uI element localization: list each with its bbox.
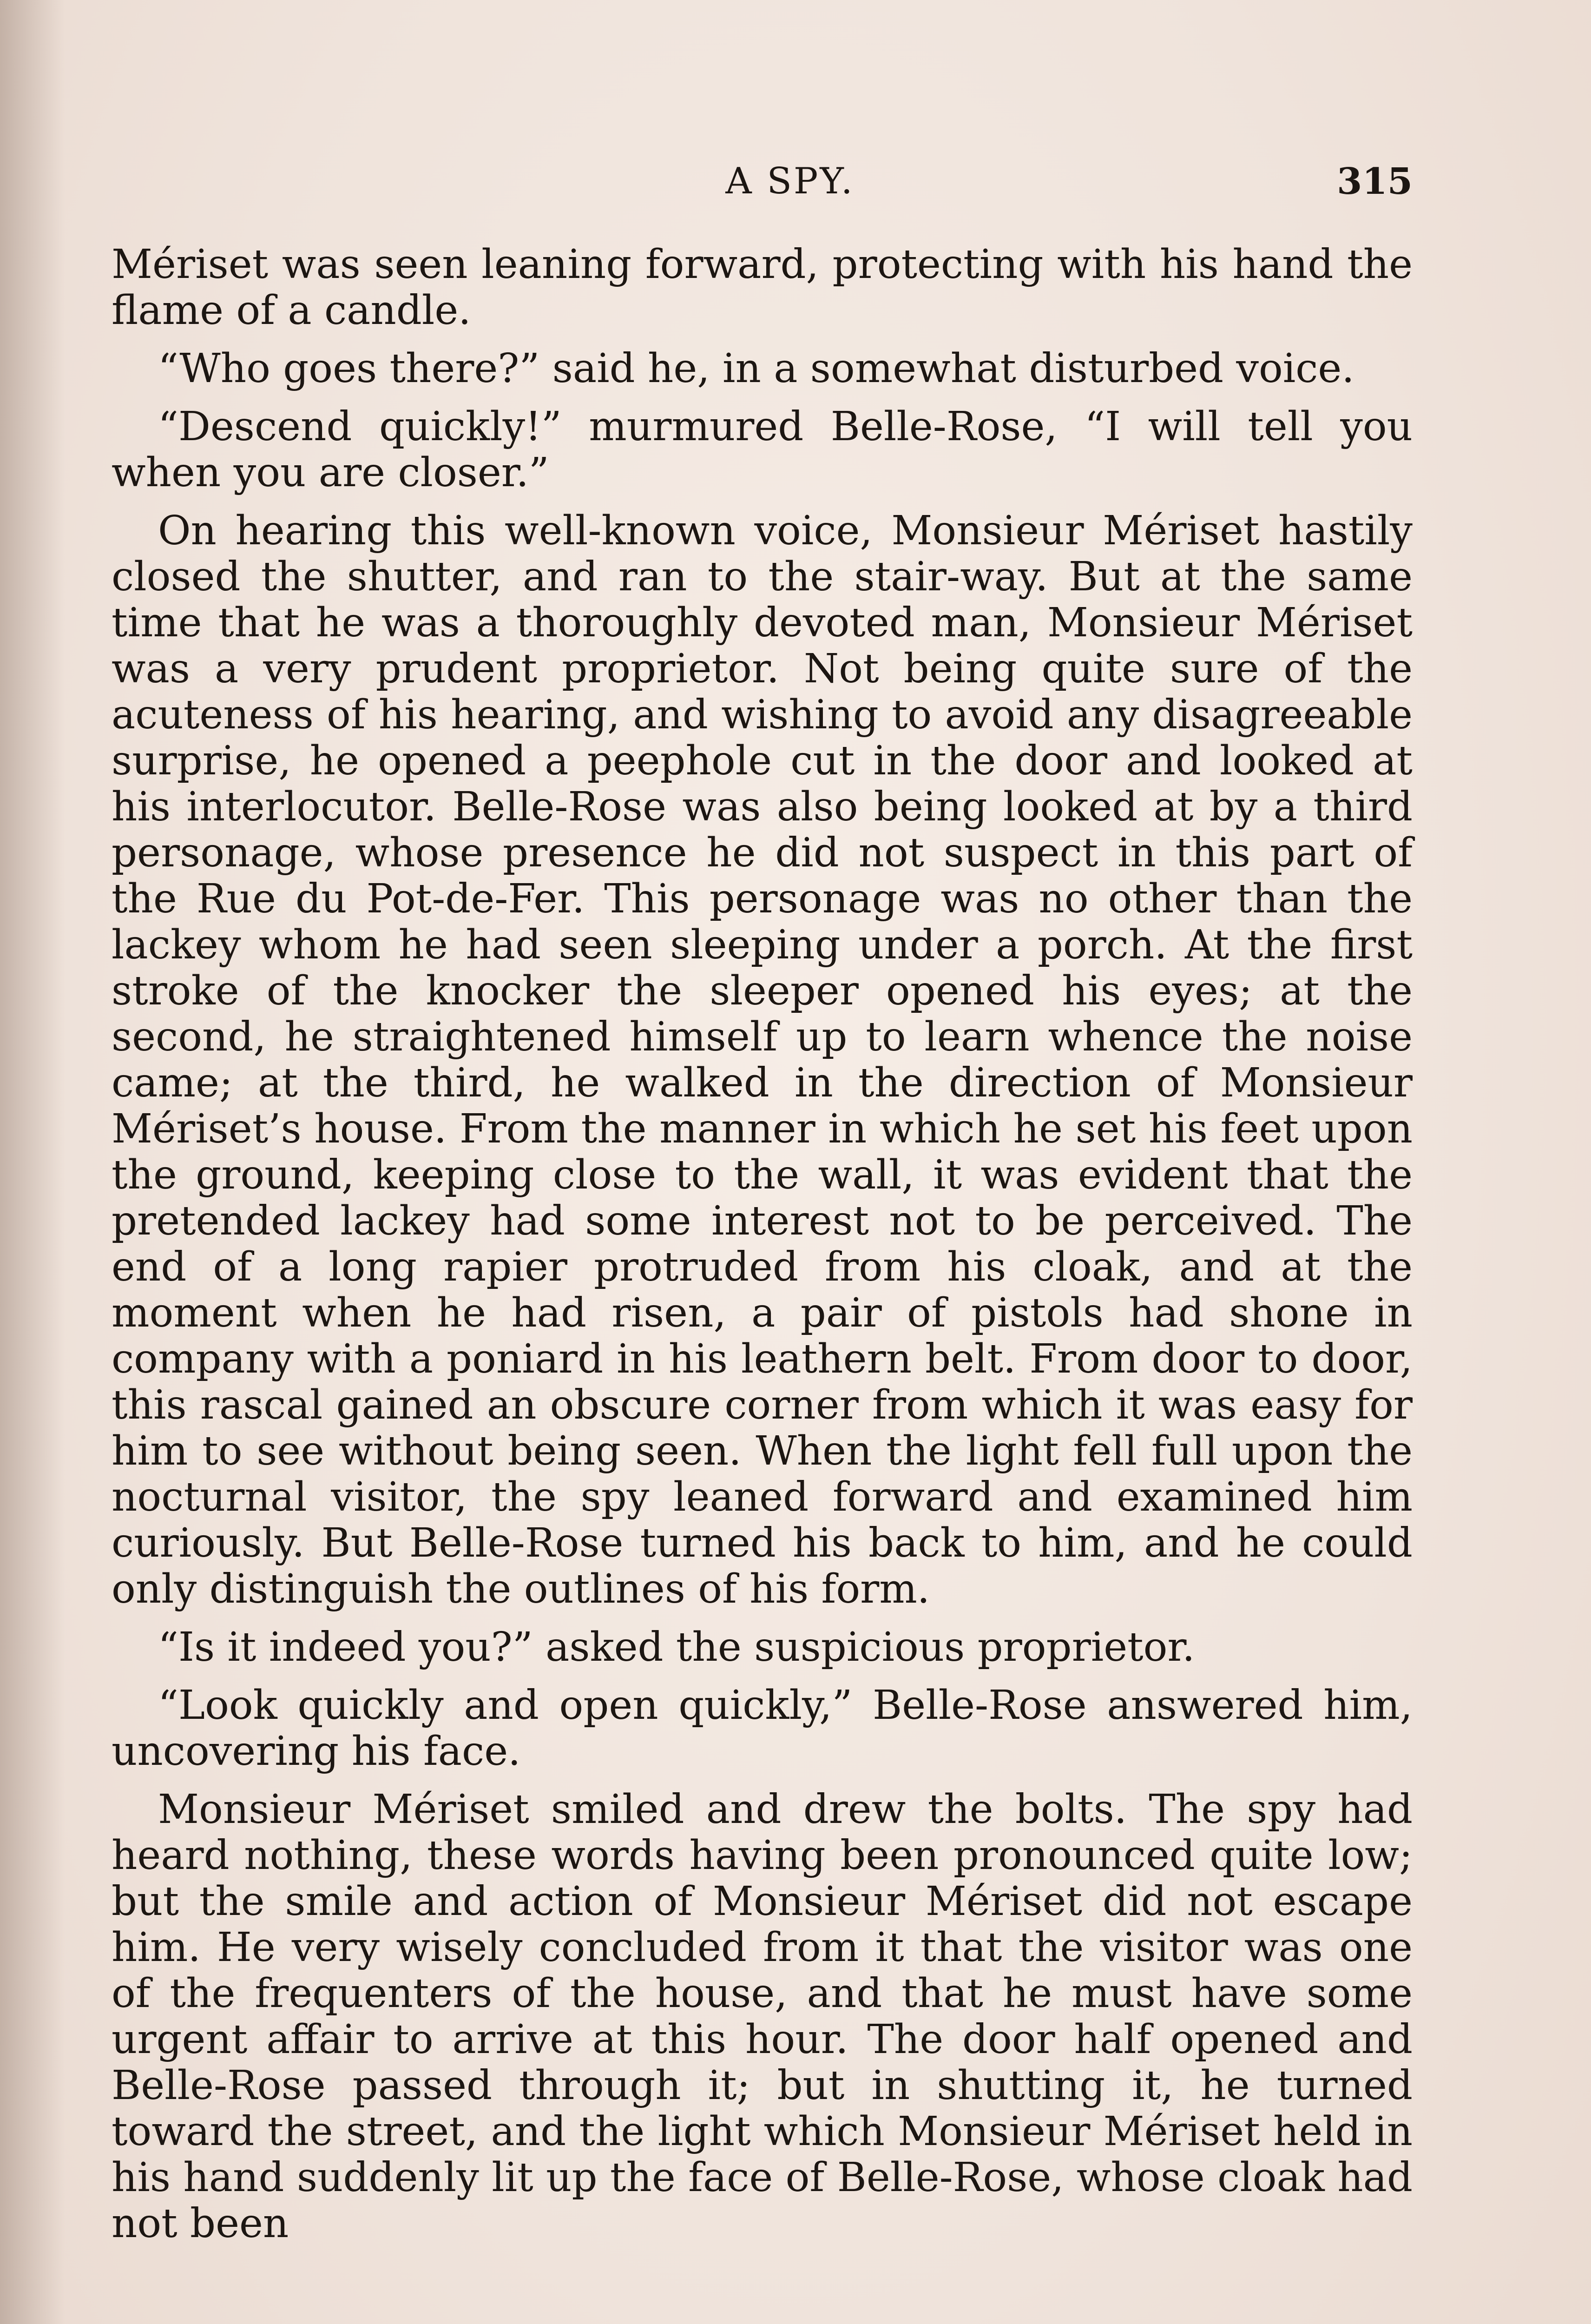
paragraph-4: On hearing this well-known voice, Monsieur Mériset hastily closed the shutter, and ran to the stair-way. But at the same time that he was a thoroughly devoted man, Monsieur Mériset was a very prudent proprietor. Not being quite sure of the acuteness of his hearing, and wishing to avoid any disagreeable surprise, he opened a peephole cut in the door and looked at his interlocutor. Belle-Rose was also being looked at by a third personage, whose presence he did not suspect in this part of the Rue du Pot-de-Fer. This personage was no other than the lackey whom he had seen sleeping under a porch. At the first stroke of the knocker the sleeper opened his eyes; at the second, he straightened himself up to learn whence the noise came; at the third, he walked in the direction of Monsieur Mériset’s house. From the manner in which he set his feet upon the ground, keeping close to the wall, it was evident that the pretended lackey had some interest not to be perceived. The end of a long rapier protruded from his cloak, and at the moment when he had risen, a pair of pistols had shone in company with a poniard in his leathern belt. From door to door, this rascal gained an obscure corner from which it was easy for him to see without being seen. When the light fell full upon the nocturnal visitor, the spy leaned forward and examined him curiously. But Belle-Rose turned his back to him, and he could only distinguish the outlines of his form. <box>112 508 1413 1612</box>
paragraph-3: “Descend quickly!” murmured Belle-Rose, “I will tell you when you are closer.” <box>112 403 1413 496</box>
paragraph-1: Mériset was seen leaning forward, protecting with his hand the flame of a candle. <box>112 241 1413 334</box>
running-header <box>112 160 1413 211</box>
paragraph-6: “Look quickly and open quickly,” Belle-Rose answered him, uncovering his face. <box>112 1682 1413 1775</box>
chapter-title: A SPY. <box>725 160 855 202</box>
paragraph-2: “Who goes there?” said he, in a somewhat disturbed voice. <box>158 345 1354 392</box>
binding-shadow <box>0 0 65 2324</box>
page-number: 315 <box>1337 160 1413 203</box>
paragraph-7: Monsieur Mériset smiled and drew the bolts. The spy had heard nothing, these words having been pronounced quite low; but the smile and action of Monsieur Mériset did not escape him. He very wisely concluded from it that the visitor was one of the frequenters of the house, and that he must have some urgent affair to arrive at this hour. The door half opened and Belle-Rose passed through it; but in shutting it, he turned toward the street, and the light which Monsieur Mériset held in his hand suddenly lit up the face of Belle-Rose, whose cloak had not been <box>112 1786 1413 2247</box>
body-text <box>112 242 1413 2259</box>
paragraph-5: “Is it indeed you?” asked the suspicious proprietor. <box>158 1624 1195 1670</box>
